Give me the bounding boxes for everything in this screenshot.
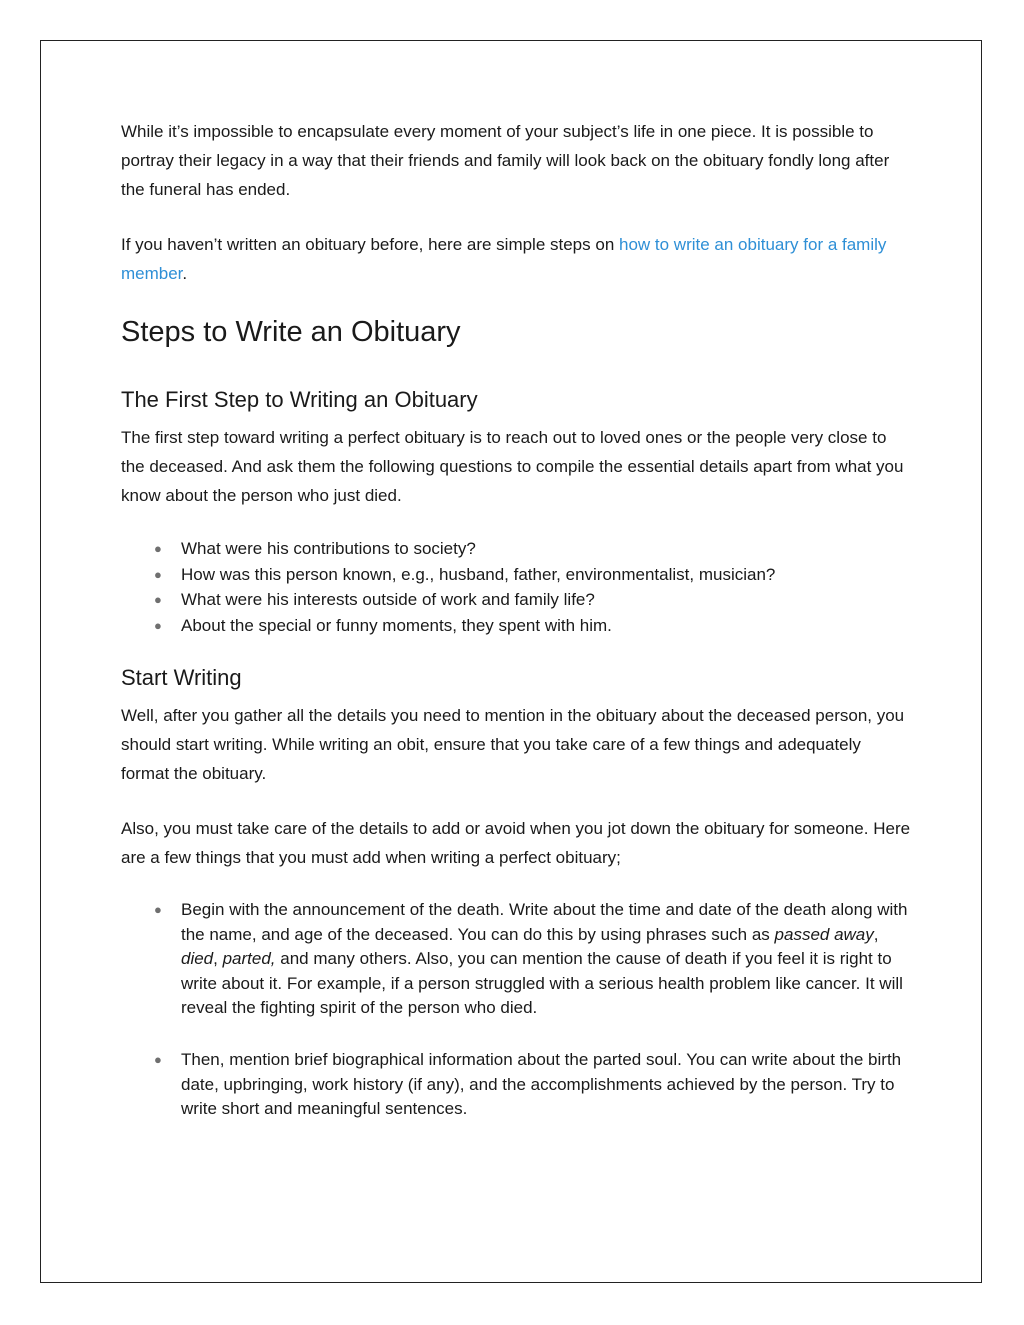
phrase-example: passed away (774, 924, 874, 944)
list-item-text: What were his interests outside of work and family life? (181, 590, 595, 609)
section-heading-start-writing: Start Writing (121, 665, 242, 690)
list-item (121, 613, 911, 639)
list-item (121, 1048, 911, 1122)
bullet-icon: ● (154, 592, 162, 607)
bullet-icon: ● (154, 617, 162, 633)
intro-link-suffix: . (182, 264, 188, 283)
questions-list (121, 536, 911, 638)
page-title: Steps to Write an Obituary (121, 316, 461, 348)
writing-tips-list (121, 898, 911, 1122)
section-heading-first-step: The First Step to Writing an Obituary (121, 387, 478, 412)
list-item-text: What were his contributions to society? (181, 539, 476, 558)
list-item-text: Begin with the announcement of the death. Write about the time and date of the death along with the name, and age of the deceased. You can do this by using phrases such as (181, 900, 908, 944)
bullet-icon: ● (154, 1051, 162, 1067)
phrase-example: died (181, 949, 214, 969)
separator: , (213, 949, 223, 969)
document-body (121, 117, 911, 1149)
list-item (121, 587, 911, 613)
bullet-icon: ● (154, 566, 162, 582)
list-item (121, 898, 911, 1021)
intro-link-paragraph (121, 230, 911, 288)
bullet-icon: ● (154, 541, 162, 556)
intro-paragraph: While it’s impossible to encapsulate every moment of your subject’s life in one piece. It is possible to portray their legacy in a way that their friends and family will look back on the obituary fondly long after the funeral has ended. (121, 122, 890, 199)
details-paragraph: Also, you must take care of the details to add or avoid when you jot down the obituary for someone. Here are a few things that you must add when writing a perfect obituary; (121, 819, 911, 867)
list-item-text-cont: and many others. Also, you can mention the cause of death if you feel it is right to write about it. For example, if a person struggled with a serious health problem like cancer. It will reveal the fighting spirit of the person who died. (181, 949, 903, 1018)
list-item-text: Then, mention brief biographical information about the parted soul. You can write about the birth date, upbringing, work history (if any), and the accomplishments achieved by the person. Try to write short and meaningful sentences. (181, 1049, 902, 1119)
intro-link-prefix: If you haven’t written an obituary before, here are simple steps on (121, 235, 619, 254)
list-item (121, 562, 911, 588)
bullet-icon: ● (154, 902, 162, 917)
first-step-paragraph: The first step toward writing a perfect obituary is to reach out to loved ones or the people very close to the deceased. And ask them the following questions to compile the essential details apart from what you know about the person who just died. (121, 428, 904, 505)
obituary-guide-link[interactable]: how to write an obituary for a family member (121, 235, 887, 283)
start-writing-paragraph: Well, after you gather all the details you need to mention in the obituary about the deceased person, you should start writing. While writing an obit, ensure that you take care of a few things and adequately format the obituary. (121, 706, 905, 783)
list-item-text: How was this person known, e.g., husband, father, environmentalist, musician? (181, 564, 776, 584)
list-item-text: About the special or funny moments, they spent with him. (181, 615, 612, 635)
separator: , (873, 924, 879, 944)
phrase-example: parted, (222, 949, 276, 969)
list-item (121, 536, 911, 562)
